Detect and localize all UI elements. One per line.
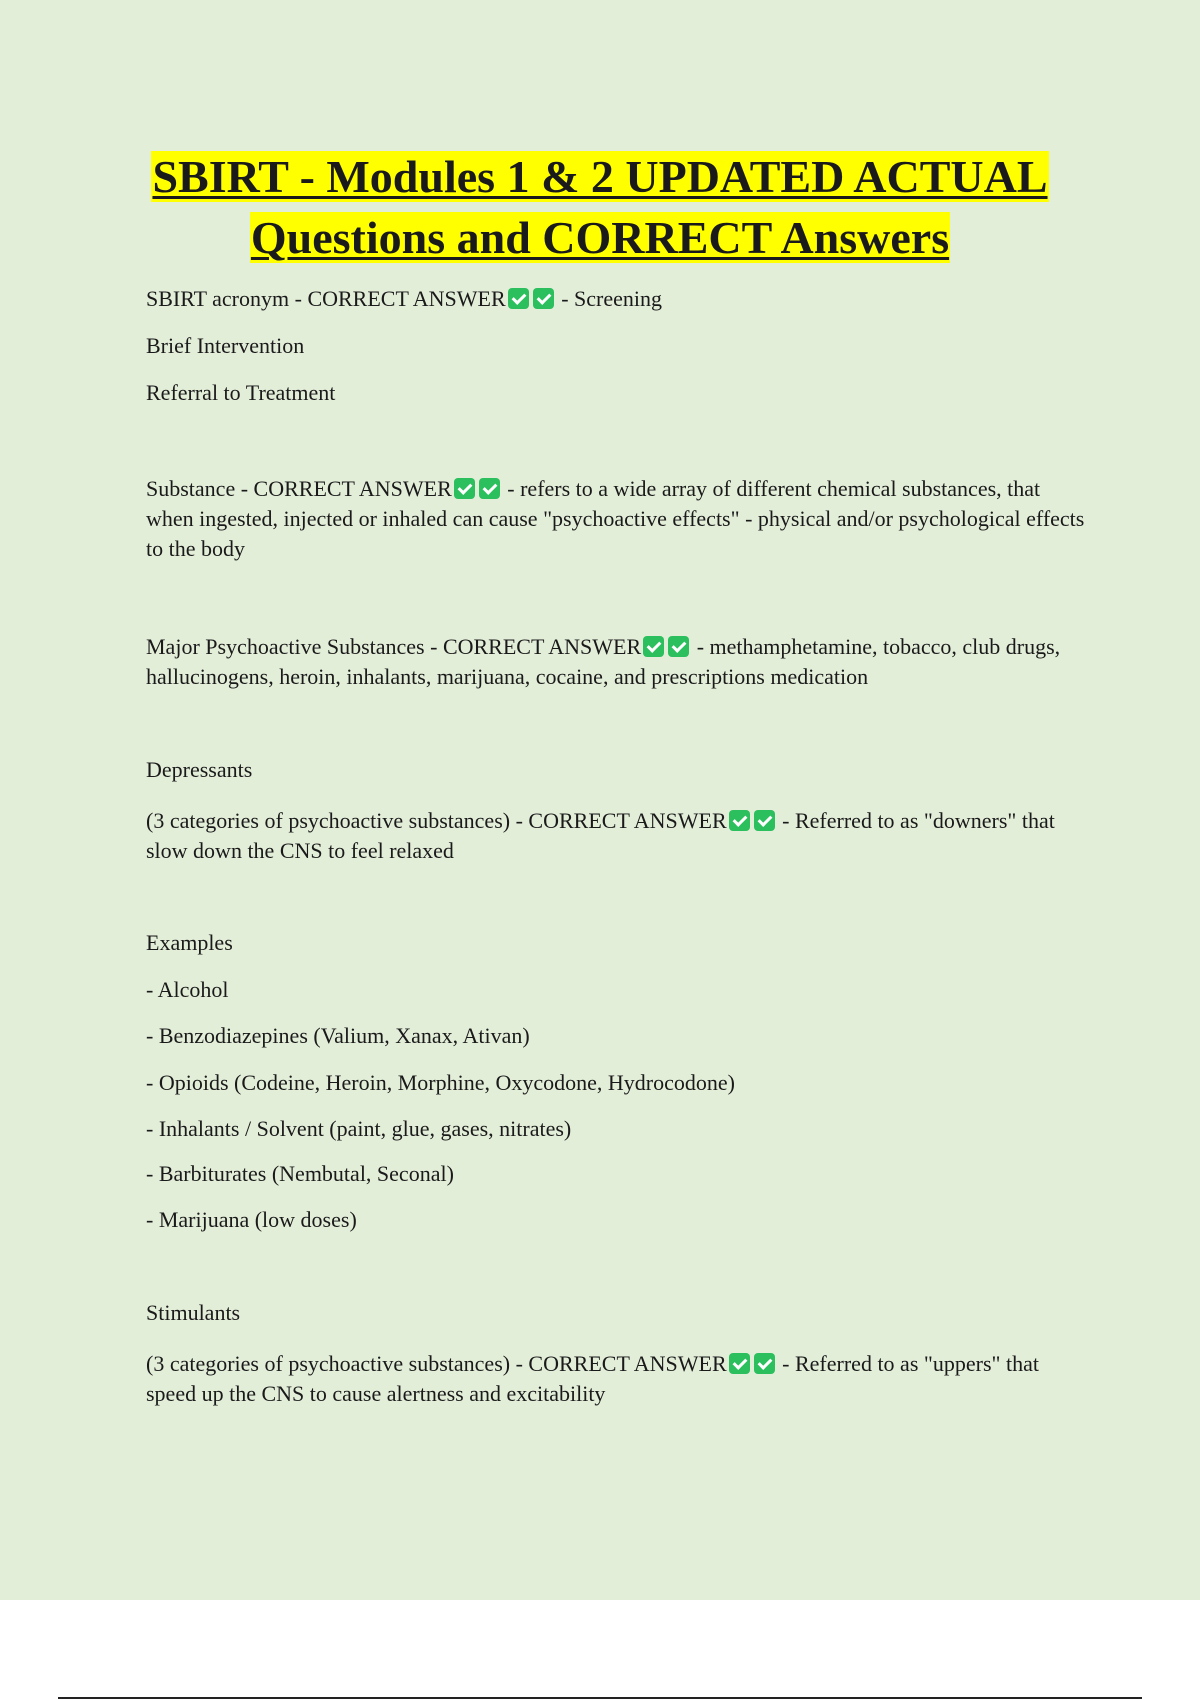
qa-substance (146, 474, 1086, 564)
correct-answer-label: CORRECT ANSWER (442, 634, 642, 659)
example-item: - Benzodiazepines (Valium, Xanax, Ativan) (146, 1023, 530, 1048)
depressants-heading: Depressants (146, 757, 253, 782)
title-line-1: SBIRT - Modules 1 & 2 UPDATED ACTUAL (152, 151, 1048, 202)
answer-text: - methamphetamine, tobacco, club drugs, hallucinogens, heroin, inhalants, marijuana, cocaine, and prescriptions medication (146, 634, 1061, 689)
check-mark-icon (668, 636, 689, 657)
answer-line: Referral to Treatment (146, 380, 336, 405)
answer-text: - Screening (555, 286, 662, 311)
qa-depressants (146, 806, 1086, 866)
check-mark-icon (479, 478, 500, 499)
check-mark-icon (729, 810, 750, 831)
qa-major-psychoactive-substances (146, 632, 1086, 692)
check-mark-icon (533, 288, 554, 309)
example-item: - Inhalants / Solvent (paint, glue, gases, nitrates) (146, 1116, 572, 1141)
check-mark-icon (643, 636, 664, 657)
footer-divider (58, 1697, 1142, 1699)
example-item: - Alcohol (146, 977, 229, 1002)
document-title (100, 146, 1100, 268)
answer-text: - Referred to as "downers" that slow down the CNS to feel relaxed (146, 808, 1055, 863)
answer-text: - Referred to as "uppers" that speed up the CNS to cause alertness and excitability (146, 1351, 1039, 1406)
qa-sbirt-acronym (146, 284, 1086, 314)
check-mark-icon (754, 810, 775, 831)
check-mark-icon (729, 1353, 750, 1374)
qa-stimulants (146, 1349, 1086, 1409)
check-mark-icon (454, 478, 475, 499)
answer-line: Brief Intervention (146, 333, 305, 358)
question-term: Major Psychoactive Substances - (146, 634, 443, 659)
question-term: SBIRT acronym - (146, 286, 308, 311)
question-term: Substance - (146, 476, 254, 501)
check-mark-icon (754, 1353, 775, 1374)
answer-text: - refers to a wide array of different chemical substances, that when ingested, injected or inhaled can cause "psychoactive effects" - physical and/or psychological effects to the body (146, 476, 1085, 561)
stimulants-heading: Stimulants (146, 1300, 241, 1325)
question-term: (3 categories of psychoactive substances) - (146, 808, 529, 833)
example-item: - Marijuana (low doses) (146, 1207, 357, 1232)
correct-answer-label: CORRECT ANSWER (307, 286, 506, 311)
correct-answer-label: CORRECT ANSWER (528, 808, 727, 833)
correct-answer-label: CORRECT ANSWER (528, 1351, 727, 1376)
check-mark-icon (508, 288, 529, 309)
correct-answer-label: CORRECT ANSWER (253, 476, 452, 501)
question-term: (3 categories of psychoactive substances) - (146, 1351, 529, 1376)
title-line-2: Questions and CORRECT Answers (250, 212, 950, 263)
example-item: - Opioids (Codeine, Heroin, Morphine, Oxycodone, Hydrocodone) (146, 1070, 735, 1095)
example-item: - Barbiturates (Nembutal, Seconal) (146, 1161, 454, 1186)
examples-heading: Examples (146, 930, 233, 955)
